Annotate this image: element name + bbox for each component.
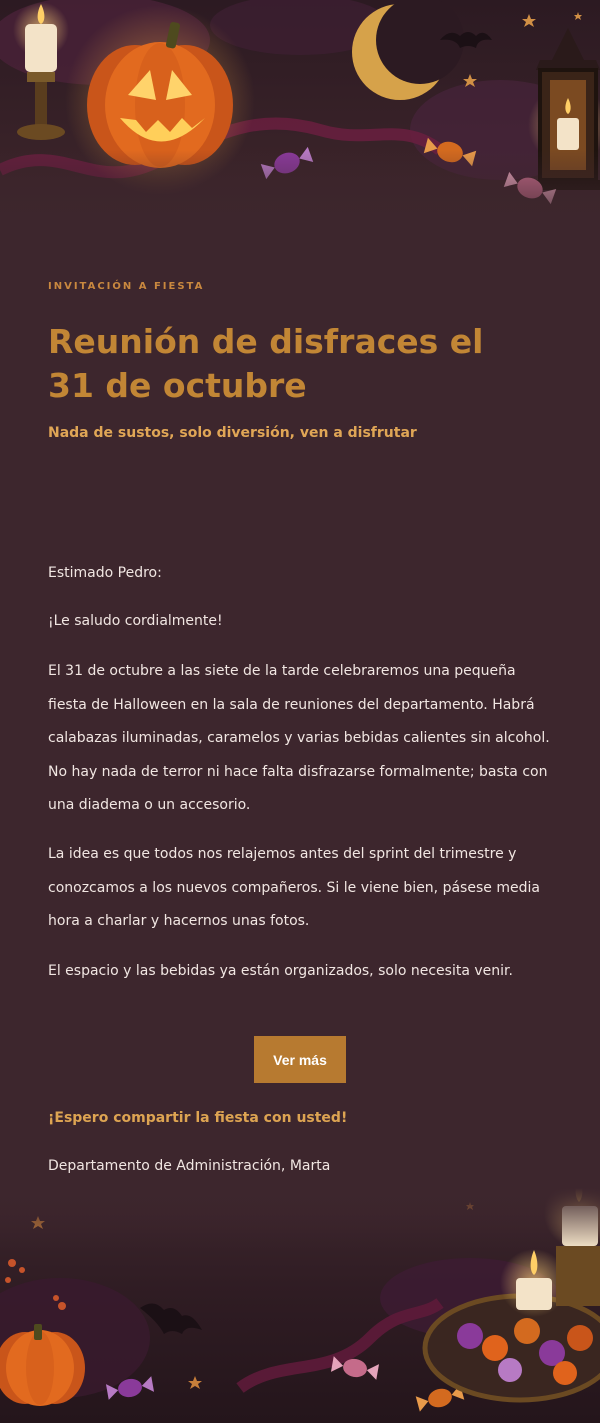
bat-icon (140, 1303, 202, 1334)
signature: Departamento de Administración, Marta (48, 1158, 331, 1174)
email-title: Reunión de disfraces el 31 de octubre (48, 322, 484, 405)
body-paragraph: El 31 de octubre a las siete de la tarde celebraremos una pequeña fiesta de Halloween en la sala de reuniones del departamento. Habrá calabazas iluminadas, caramelos y varias bebidas calientes sin alcohol. No hay nada de terror ni hace falta disfrazarse formalmente; basta con una diadema o un accesorio. (48, 663, 550, 813)
eyebrow-label: INVITACIÓN A FIESTA (48, 281, 205, 292)
email-subtitle: Nada de sustos, solo diversión, ven a disfrutar (48, 425, 417, 441)
header-illustration (0, 0, 600, 235)
body-paragraph: La idea es que todos nos relajemos antes del sprint del trimestre y conozcamos a los nuevos compañeros. Si le viene bien, pásese media hora a charlar y hacernos unas fotos. (48, 846, 540, 929)
greeting: Estimado Pedro: (48, 565, 162, 581)
footer-illustration (0, 1188, 600, 1423)
salutation: ¡Le saludo cordialmente! (48, 613, 223, 629)
body-paragraph: El espacio y las bebidas ya están organizados, solo necesita venir. (48, 963, 513, 979)
see-more-button[interactable]: Ver más (254, 1036, 346, 1083)
ribbon-decoration (240, 1303, 440, 1388)
candy-bowl-icon (425, 1296, 600, 1400)
candy-icon (106, 1355, 465, 1413)
closing-line: ¡Espero compartir la fiesta con usted! (48, 1110, 348, 1126)
